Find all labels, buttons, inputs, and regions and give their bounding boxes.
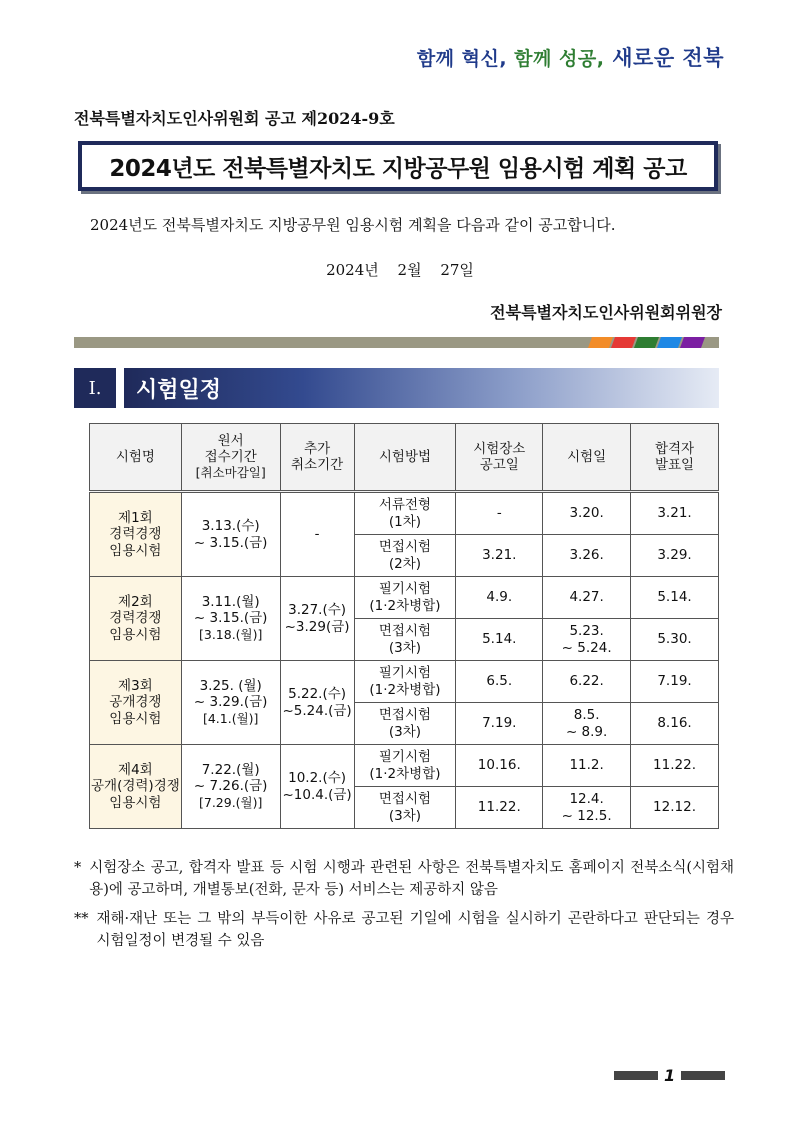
venue-date-cell: 11.22. bbox=[456, 787, 543, 829]
deco-block-green bbox=[634, 337, 659, 348]
result-date-cell: 3.29. bbox=[631, 535, 719, 577]
header-exam: 시험명 bbox=[90, 424, 182, 492]
venue-date-cell: 6.5. bbox=[456, 661, 543, 703]
table-header-row bbox=[90, 424, 719, 492]
deco-block-blue bbox=[657, 337, 682, 348]
section-title-bar bbox=[124, 368, 719, 408]
section-number: Ⅰ. bbox=[74, 368, 116, 408]
method-cell: 면접시험 (3차) bbox=[354, 787, 456, 829]
method-cell: 면접시험 (2차) bbox=[354, 535, 456, 577]
apply-period-cell: 3.13.(수) ~ 3.15.(금) bbox=[181, 492, 280, 577]
cancel-period-cell: 10.2.(수) ~10.4.(금) bbox=[280, 745, 354, 829]
note-item bbox=[74, 857, 734, 902]
section-header bbox=[74, 368, 719, 408]
table-row bbox=[90, 661, 719, 703]
cancel-period-cell: 5.22.(수) ~5.24.(금) bbox=[280, 661, 354, 745]
method-cell: 필기시험 (1·2차병합) bbox=[354, 661, 456, 703]
result-date-cell: 7.19. bbox=[631, 661, 719, 703]
note-item bbox=[74, 908, 734, 953]
apply-period-cell: 7.22.(월) ~ 7.26.(금) [7.29.(월)] bbox=[181, 745, 280, 829]
page-number: 1 bbox=[664, 1066, 676, 1085]
footer-bar-left bbox=[614, 1071, 658, 1080]
result-date-cell: 11.22. bbox=[631, 745, 719, 787]
method-cell: 면접시험 (3차) bbox=[354, 703, 456, 745]
notice-number: 전북특별자치도인사위원회 공고 제2024-9호 bbox=[74, 109, 395, 128]
note-text: 시험장소 공고, 합격자 발표 등 시험 시행과 관련된 사항은 전북특별자치도 홈페이지 전북소식(시험채용)에 공고하며, 개별통보(전화, 문자 등) 서비스는 제공하지 않음 bbox=[89, 860, 735, 899]
header-venue: 시험장소 공고일 bbox=[456, 424, 543, 492]
exam-date-cell: 5.23. ~ 5.24. bbox=[543, 619, 631, 661]
header-method: 시험방법 bbox=[354, 424, 456, 492]
venue-date-cell: 4.9. bbox=[456, 577, 543, 619]
intro-text: 2024년도 전북특별자치도 지방공무원 임용시험 계획을 다음과 같이 공고합니다. bbox=[90, 216, 616, 234]
deco-block-purple bbox=[680, 337, 705, 348]
section-title: 시험일정 bbox=[136, 378, 222, 403]
document-title: 2024년도 전북특별자치도 지방공무원 임용시험 계획 공고 bbox=[78, 141, 718, 191]
apply-period-cell: 3.25. (월) ~ 3.29.(금) [4.1.(월)] bbox=[181, 661, 280, 745]
header-result: 합격자 발표일 bbox=[631, 424, 719, 492]
note-text: 재해·재난 또는 그 밖의 부득이한 사유로 공고된 기일에 시험을 실시하기 곤란하다고 판단되는 경우 시험일정이 변경될 수 있음 bbox=[96, 910, 734, 950]
table-row bbox=[90, 492, 719, 535]
slogan-part-2: 함께 성공, bbox=[507, 48, 605, 70]
result-date-cell: 8.16. bbox=[631, 703, 719, 745]
apply-period-cell: 3.11.(월) ~ 3.15.(금) [3.18.(월)] bbox=[181, 577, 280, 661]
method-cell: 면접시험 (3차) bbox=[354, 619, 456, 661]
method-cell: 서류전형 (1차) bbox=[354, 492, 456, 535]
exam-date-cell: 6.22. bbox=[543, 661, 631, 703]
notice-date: 2024년 2월 27일 bbox=[326, 261, 474, 279]
table-row bbox=[90, 745, 719, 787]
slogan-part-3: 새로운 전북 bbox=[604, 46, 724, 70]
exam-name-cell: 제3회 공개경쟁 임용시험 bbox=[90, 661, 182, 745]
page-footer bbox=[614, 1066, 725, 1085]
venue-date-cell: 10.16. bbox=[456, 745, 543, 787]
header-apply: 원서 접수기간 [취소마감일] bbox=[181, 424, 280, 492]
venue-date-cell: 5.14. bbox=[456, 619, 543, 661]
footer-bar-right bbox=[681, 1071, 725, 1080]
signer: 전북특별자치도인사위원회위원장 bbox=[490, 303, 722, 322]
slogan bbox=[417, 42, 724, 72]
result-date-cell: 5.30. bbox=[631, 619, 719, 661]
exam-date-cell: 8.5. ~ 8.9. bbox=[543, 703, 631, 745]
exam-date-cell: 3.20. bbox=[543, 492, 631, 535]
notes bbox=[74, 857, 734, 959]
decorative-color-blocks bbox=[590, 337, 705, 348]
venue-date-cell: 7.19. bbox=[456, 703, 543, 745]
exam-name-cell: 제2회 경력경쟁 임용시험 bbox=[90, 577, 182, 661]
note-marker: * bbox=[74, 860, 82, 876]
cancel-period-cell: 3.27.(수) ~3.29(금) bbox=[280, 577, 354, 661]
header-cancel: 추가 취소기간 bbox=[280, 424, 354, 492]
note-marker: ** bbox=[74, 910, 89, 927]
venue-date-cell: - bbox=[456, 492, 543, 535]
cancel-period-cell: - bbox=[280, 492, 354, 577]
exam-name-cell: 제4회 공개(경력)경쟁 임용시험 bbox=[90, 745, 182, 829]
venue-date-cell: 3.21. bbox=[456, 535, 543, 577]
schedule-table bbox=[89, 423, 719, 829]
exam-date-cell: 11.2. bbox=[543, 745, 631, 787]
slogan-part-1: 함께 혁신, bbox=[416, 48, 508, 70]
result-date-cell: 12.12. bbox=[631, 787, 719, 829]
method-cell: 필기시험 (1·2차병합) bbox=[354, 577, 456, 619]
header-date: 시험일 bbox=[543, 424, 631, 492]
result-date-cell: 3.21. bbox=[631, 492, 719, 535]
exam-name-cell: 제1회 경력경쟁 임용시험 bbox=[90, 492, 182, 577]
exam-date-cell: 12.4. ~ 12.5. bbox=[543, 787, 631, 829]
deco-block-red bbox=[611, 337, 636, 348]
result-date-cell: 5.14. bbox=[631, 577, 719, 619]
method-cell: 필기시험 (1·2차병합) bbox=[354, 745, 456, 787]
exam-date-cell: 4.27. bbox=[543, 577, 631, 619]
exam-date-cell: 3.26. bbox=[543, 535, 631, 577]
table-row bbox=[90, 577, 719, 619]
deco-block-orange bbox=[588, 337, 613, 348]
